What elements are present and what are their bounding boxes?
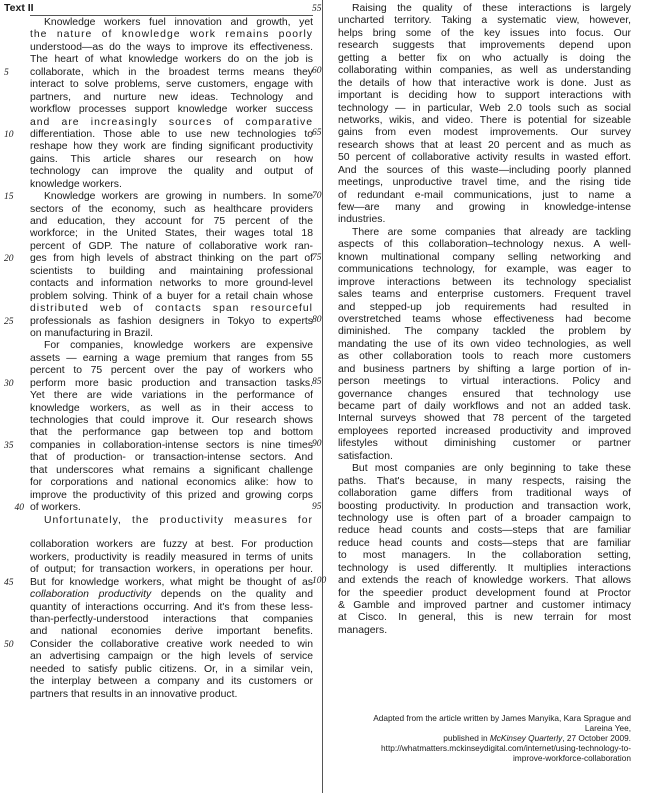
- source-url[interactable]: http://whatmatters.mckinseydigital.com/internet/using-technology-to-: [381, 743, 631, 753]
- text-line: [312, 65, 631, 77]
- text-line: [30, 54, 313, 66]
- text-line: [30, 490, 313, 502]
- line-text: And the sources of this waste—including poorly planned: [338, 164, 631, 176]
- line-text: for the speedier product development found at Proctor: [338, 587, 631, 599]
- text-line: [30, 427, 313, 439]
- text-line: [30, 552, 313, 564]
- line-text: assets — earning a wage premium that ranges from 55: [30, 352, 313, 364]
- line-text: collaborate, which in the broadest terms means they: [30, 66, 313, 78]
- text-line: [30, 651, 313, 663]
- text-line: [30, 154, 313, 166]
- text-line: [4, 315, 313, 328]
- line-text: improve the productivity of this prized and growing corps: [30, 489, 313, 501]
- text-line: [4, 66, 313, 79]
- text-line: [30, 278, 313, 290]
- text-line: [338, 488, 631, 500]
- text-line: [338, 90, 631, 102]
- left-column: [4, 17, 313, 701]
- line-text: aspects of this collaboration–technology nexus. A well-: [338, 239, 631, 251]
- text-line: [14, 502, 313, 514]
- source-authors: Adapted from the article written by James Manyika, Kara Sprague and: [373, 713, 631, 723]
- line-text: 50 percent of collaborative activity results in wasted effort.: [338, 152, 631, 164]
- text-line: [4, 191, 313, 203]
- text-line: [30, 204, 313, 216]
- line-text: sales teams and enterprise customers. Frequent travel: [338, 289, 631, 301]
- text-line: [338, 600, 631, 612]
- line-number: 75: [312, 252, 322, 263]
- line-text: at Cisco. In general, this is new terrain for most: [338, 612, 631, 624]
- text-line: [338, 513, 631, 525]
- line-text: became part of daily workflows and not an added task.: [338, 401, 631, 412]
- text-line: [338, 538, 631, 550]
- line-text: reshape how they work are finding significant productivity: [30, 141, 313, 153]
- line-text: an advertising campaign or the high levels of service: [30, 651, 313, 663]
- text-line: [312, 438, 631, 450]
- source-journal: McKinsey Quarterly: [489, 733, 563, 743]
- line-text: professionals as fashion designers in Tokyo to experts: [30, 315, 313, 327]
- line-text: collaborating within companies, as well as understanding: [338, 65, 631, 77]
- line-text: Internal surveys showed that 78 percent of the targeted: [338, 413, 631, 425]
- line-text: quantity of interactions occurring. And it's from these less-: [30, 601, 313, 613]
- line-text: and extends the reach of knowledge workers. That allows: [338, 575, 631, 587]
- text-line: [30, 228, 313, 240]
- line-text: the nature of knowledge work remains poorly: [30, 29, 313, 41]
- line-text: few—are many and growing in knowledge-intense: [338, 202, 631, 213]
- text-line: [338, 140, 631, 152]
- text-line: [338, 588, 631, 600]
- text-line: [338, 264, 631, 276]
- line-text: The heart of what knowledge workers do on the job is: [30, 54, 313, 66]
- line-text: workforce; in the United States, their wages total 18: [30, 228, 313, 240]
- text-line: [338, 426, 631, 438]
- line-text: technologies that could improve it. Our research shows: [30, 415, 313, 426]
- line-text: technology — in particular, Web 2.0 tools such as social: [338, 102, 631, 114]
- text-line: [338, 302, 631, 314]
- line-text: mandating the use of its own video technologies, as well: [338, 338, 631, 350]
- text-line: [338, 239, 631, 251]
- source-publication: [338, 733, 631, 743]
- text-line: [4, 576, 313, 589]
- line-text: collaboration workers are fuzzy at best. For production: [30, 539, 313, 551]
- text-line: [30, 465, 313, 477]
- text-line: [30, 241, 313, 253]
- text-line: [30, 29, 313, 41]
- line-number: 100: [312, 576, 327, 587]
- line-text: percent of GDP. The nature of collaborative work ran-: [30, 240, 313, 252]
- text-line: [338, 476, 631, 488]
- text-line: [338, 103, 631, 115]
- text-line: [30, 216, 313, 228]
- text-line: [338, 277, 631, 289]
- text-line: [338, 339, 631, 351]
- line-text: to most managers. In the collaboration setting,: [338, 550, 631, 562]
- text-line: [338, 525, 631, 537]
- line-text: that of production- or transaction-intense sectors. And: [30, 452, 313, 464]
- text-line: [30, 415, 313, 427]
- line-number: 20: [4, 254, 14, 265]
- text-line: [312, 189, 631, 202]
- text-line: [30, 689, 313, 701]
- text-line: [338, 550, 631, 562]
- line-text: percent to 75 percent over the pay of workers who: [30, 365, 313, 377]
- line-text: industries.: [338, 214, 386, 226]
- line-text: Unfortunately, the productivity measures for: [44, 514, 313, 526]
- line-text: research suggests that improvements depend upon: [338, 40, 631, 52]
- line-text: meetings, unproductive travel time, and the rising tide: [338, 177, 631, 189]
- line-text: problem solving. Think of a buyer for a retail chain whose: [30, 290, 313, 302]
- text-line: [338, 289, 631, 301]
- text-line: [312, 500, 631, 513]
- line-text: technology is used differently. It multiplies interactions: [338, 562, 631, 574]
- text-line: [30, 92, 313, 104]
- text-line: [338, 15, 631, 27]
- text-line: [30, 179, 313, 191]
- line-text: and stepped-up job requirements had resulted in: [338, 301, 631, 313]
- text-line: [312, 376, 631, 388]
- text-line: [338, 202, 631, 214]
- line-text: ges from high levels of abstract thinking on the part of: [30, 253, 313, 265]
- text-line: [30, 515, 313, 527]
- line-text: partners, and nurture new ideas. Technology and: [30, 91, 313, 103]
- line-number: 65: [312, 128, 322, 139]
- text-line: [338, 115, 631, 127]
- line-text: for corporations and national economics alike: how to: [30, 477, 313, 489]
- text-line: [338, 401, 631, 413]
- line-text: But most companies are only beginning to take these: [352, 463, 631, 475]
- line-text: getting a better fix on who actually is doing the: [338, 52, 631, 64]
- line-text: Raising the quality of these interactions is largely: [352, 3, 631, 14]
- line-text: the details of how that interactive work is done. Just as: [338, 77, 631, 89]
- line-text: Knowledge workers fuel innovation and growth, yet: [44, 17, 313, 28]
- text-line: [30, 166, 313, 178]
- text-line: [30, 42, 313, 54]
- text-line: [30, 141, 313, 153]
- line-text: known multinational company selling networking and: [338, 251, 631, 263]
- text-line: [30, 266, 313, 278]
- line-text: knowledge workers, as well as in their access to: [30, 402, 313, 414]
- top-rule: [30, 15, 313, 16]
- line-number: 85: [312, 377, 322, 388]
- line-text: sectors of the economy, such as healthcare providers: [30, 203, 313, 215]
- text-line: [30, 539, 313, 551]
- text-line: [30, 104, 313, 116]
- text-line: [312, 127, 631, 139]
- line-number: 50: [4, 639, 14, 650]
- text-line: [338, 78, 631, 90]
- text-line: [338, 389, 631, 401]
- text-line: [30, 390, 313, 402]
- line-text: & Gamble and improved partner and customer intimacy: [338, 600, 631, 611]
- line-text: companies in collaboration-intense sectors is nine times: [30, 439, 313, 451]
- text-line: [338, 165, 631, 177]
- text-line: [338, 451, 631, 463]
- source-pub-date: , 27 October 2009.: [562, 733, 631, 743]
- text-line: [4, 638, 313, 651]
- line-text: understood—as do the ways to improve its effectiveness.: [30, 41, 313, 53]
- line-text: needed to satisfy public citizens. Or, in a similar vein,: [30, 663, 313, 675]
- line-text: gains from even modest improvements. Our survey: [338, 127, 631, 139]
- page-title: Text II: [4, 2, 34, 14]
- line-text: differentiation. Those able to use new technologies to: [30, 128, 313, 140]
- text-line: [30, 117, 313, 129]
- text-line: [338, 28, 631, 40]
- line-text: governance changes ensured that technology use: [338, 388, 631, 400]
- line-text: Yet there are wide variations in the performance of: [30, 390, 313, 402]
- source-authors-cont: Lareina Yee,: [584, 723, 631, 733]
- text-line: [30, 452, 313, 464]
- line-number: 35: [4, 440, 14, 451]
- right-column: [312, 3, 631, 637]
- line-text: that the performance gap between top and bottom: [30, 427, 313, 439]
- line-text: of workers.: [30, 502, 81, 514]
- line-number: 30: [4, 378, 14, 389]
- line-text: paths. That's because, in many respects, raising the: [338, 475, 631, 487]
- line-text: of redundant e-mail communications, just to name a: [338, 189, 631, 201]
- line-text: interact to solve problems, serve customers, engage with: [30, 79, 313, 91]
- line-text: on manufacturing in Brazil.: [30, 327, 154, 339]
- line-text: and are increasingly sources of comparative: [30, 116, 313, 128]
- line-text: managers.: [338, 624, 388, 636]
- line-number: 55: [312, 4, 322, 14]
- line-text: partners that results in an innovative product.: [30, 688, 238, 700]
- line-text: technology can improve the quality and output of: [30, 166, 313, 178]
- line-text: than-perfectly-understood interactions that companies: [30, 614, 313, 625]
- line-text: workers, productivity is readily measured in terms of units: [30, 551, 313, 563]
- line-number: 40: [14, 503, 24, 514]
- line-text: satisfaction.: [338, 450, 393, 462]
- text-line: [338, 227, 631, 239]
- text-line: [4, 128, 313, 141]
- source-pub-prefix: published in: [443, 733, 490, 743]
- emphasis-text: collaboration productivity: [30, 589, 152, 601]
- text-line: [338, 40, 631, 52]
- text-line: [30, 614, 313, 626]
- line-text: helps bring some of the key issues into focus. Our: [338, 27, 631, 39]
- line-text: improve interactions between its technology specialist: [338, 276, 631, 288]
- line-text: overstretched teams whose effectiveness had become: [338, 313, 631, 325]
- line-text: lifestyles without diminishing customer or partner: [338, 438, 631, 450]
- line-text: distributed web of contacts span resourceful: [30, 303, 313, 315]
- text-line: [30, 664, 313, 676]
- text-line: [338, 612, 631, 624]
- line-text: reduce head counts and costs—steps that are familiar: [338, 537, 631, 549]
- text-line: [312, 313, 631, 326]
- line-text: and national economies derive important benefits.: [30, 626, 313, 638]
- text-line: [4, 439, 313, 452]
- line-text: scientists to building and maintaining professional: [30, 265, 313, 277]
- line-text: and business partners by shifting a large portion of in-: [338, 363, 631, 375]
- source-citation: [338, 713, 631, 763]
- line-text: technology use is often part of a broader campaign to: [338, 512, 631, 524]
- text-line: [338, 177, 631, 189]
- text-line: [30, 564, 313, 576]
- text-line: [312, 575, 631, 587]
- line-number: 25: [4, 316, 14, 327]
- line-text: person meetings to virtual interactions. Policy and: [338, 376, 631, 388]
- text-line: [30, 328, 313, 340]
- line-number: 95: [312, 501, 322, 512]
- text-line: [30, 79, 313, 91]
- line-text: communications technology, for example, was eager to: [338, 264, 631, 276]
- line-text: and education, they account for 75 percent of the: [30, 216, 313, 227]
- text-line: [338, 152, 631, 164]
- text-line: [4, 377, 313, 390]
- line-text: collaboration game differs from traditional ways of: [338, 488, 631, 500]
- line-text: the interplay between a company and its customers or: [30, 676, 313, 688]
- text-line: [30, 303, 313, 315]
- line-text: There are some companies that already are tackling: [352, 226, 631, 238]
- line-text: boosting productivity. In production and transaction work,: [338, 500, 631, 512]
- text-line: [30, 589, 313, 601]
- line-number: 90: [312, 439, 322, 450]
- line-text: workflow processes support knowledge worker success: [30, 104, 313, 116]
- line-text: of output; for transaction workers, in operations per hour.: [30, 564, 313, 576]
- text-line: [30, 291, 313, 303]
- text-line: [30, 602, 313, 614]
- line-number: 45: [4, 577, 14, 588]
- text-line: [338, 463, 631, 475]
- text-line: [30, 365, 313, 377]
- line-text: important is deciding how to support interactions with: [338, 90, 631, 102]
- line-number: 80: [312, 314, 322, 325]
- line-text: reduce head counts and costs—steps that are familiar: [338, 525, 631, 537]
- text-line: [30, 17, 313, 29]
- line-number: 15: [4, 192, 14, 203]
- text-line: [338, 625, 631, 637]
- text-line: [338, 563, 631, 575]
- text-line: [30, 477, 313, 489]
- text-line: [312, 3, 631, 15]
- line-text: research shows that at least 20 percent and as much as: [338, 139, 631, 151]
- line-number: 60: [312, 66, 322, 77]
- text-line: [30, 403, 313, 415]
- line-text: diminished. The company tackled the problem by: [338, 326, 631, 338]
- text-line: [338, 364, 631, 376]
- line-text: perform more basic production and transaction tasks.: [30, 377, 313, 389]
- line-text: knowledge workers.: [30, 178, 122, 190]
- text-line: [30, 353, 313, 365]
- line-number: 10: [4, 129, 14, 140]
- line-text: collaboration productivity depends on the quality and: [30, 589, 313, 601]
- line-text: uncharted territory. Taking a systematic view, however,: [338, 15, 631, 27]
- text-line: [338, 351, 631, 363]
- text-line: [338, 326, 631, 338]
- line-number: 70: [312, 190, 322, 201]
- line-text: But for knowledge workers, what might be thought of as: [30, 576, 313, 588]
- text-line: [30, 626, 313, 638]
- text-line: [338, 214, 631, 226]
- line-text: employees reported increased productivity and improved: [338, 425, 631, 437]
- line-number: 5: [4, 67, 9, 78]
- line-text: networks, wikis, and video. There is potential for sizeable: [338, 114, 631, 126]
- text-line: [4, 253, 313, 265]
- column-divider: [322, 0, 323, 793]
- line-text: contacts and information networks to more ground-level: [30, 278, 313, 290]
- line-text: Knowledge workers are growing in numbers. In some: [44, 191, 313, 203]
- line-text: gains. This article shares our research on how: [30, 153, 313, 165]
- text-line: [30, 340, 313, 352]
- line-text: Consider the collaborative creative work needed to win: [30, 638, 313, 650]
- line-text: that underscores what remains a significant challenge: [30, 464, 313, 476]
- line-text: as other collaboration tools to reach more customers: [338, 351, 631, 363]
- text-line: [30, 676, 313, 688]
- text-line: [338, 413, 631, 425]
- text-line: [338, 53, 631, 65]
- line-text: For companies, knowledge workers are expensive: [44, 340, 313, 352]
- source-url-cont[interactable]: improve-workforce-collaboration: [512, 753, 631, 763]
- text-line: [312, 251, 631, 264]
